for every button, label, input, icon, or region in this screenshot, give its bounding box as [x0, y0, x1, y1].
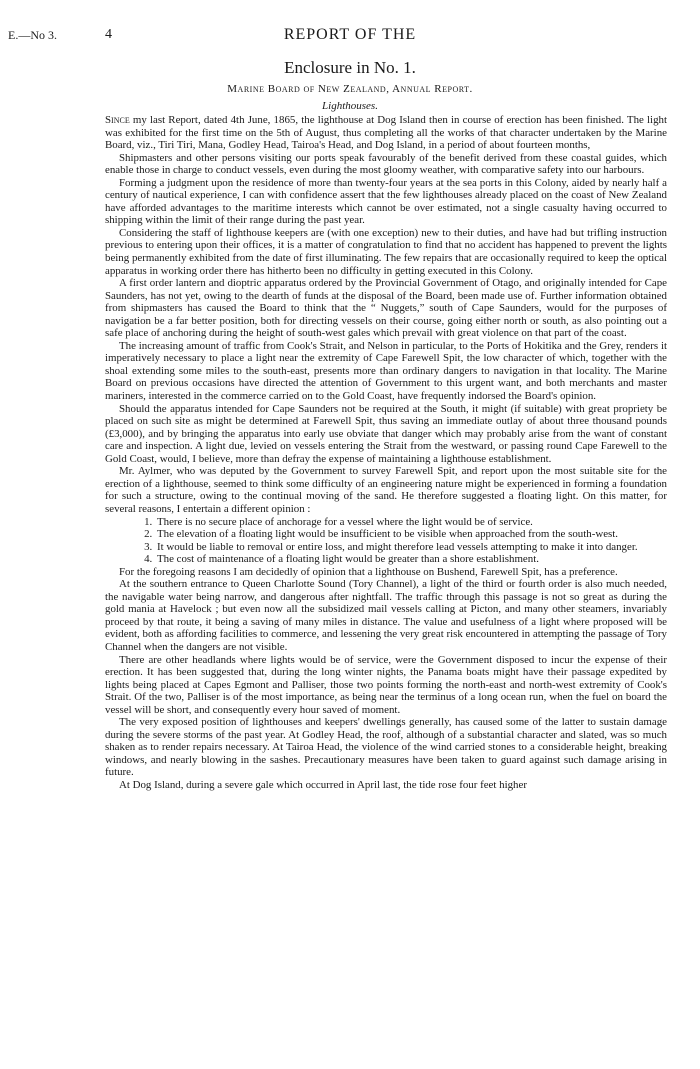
opening-word: Since — [105, 114, 130, 126]
paragraph-3: Forming a judgment upon the residence of more than twenty-four years at the sea ports in this Colony, aided by nearly half a century of nautical experience, I can with confidence assert that the few lighthouses already placed on the coast of New Zealand have afforded advantages to the maritime interests which cannot be over estimated, not a single casualty having occurred to shipping within the limit of their range during the past year. — [105, 176, 667, 227]
running-title: REPORT OF THE — [283, 26, 417, 43]
enclosure-title: Enclosure in No. 1. — [284, 58, 416, 77]
paragraph-8: Mr. Aylmer, who was deputed by the Government to survey Farewell Spit, and report upon the most suitable site for the erection of a lighthouse, seemed to think some difficulty of an engineering nature might be experienced in forming a foundation for such a structure, owing to the continual moving of the sand. He therefore suggested a floating light. On this matter, for several reasons, I entertain a different opinion : — [105, 465, 667, 515]
page-number: 4 — [105, 27, 112, 42]
paragraph-7: Should the apparatus intended for Cape Saunders not be required at the South, it might (if suitable) with great propriety be placed on such site as might be determined at Farewell Spit, thus saving an immediate outlay of about three thousand pounds (£3,000), and by bringing the apparatus into early use obviate that danger which may probably arise from the want of constant care and inspection. A light due, levied on vessels entering the Strait from the westward, or passing round Cape Farewell to the Gold Coast, would, I believe, more than defray the expense of maintaining a lighthouse establishment. — [105, 402, 667, 465]
report-body — [105, 114, 667, 792]
paragraph-10: At the southern entrance to Queen Charlotte Sound (Tory Channel), a light of the third or fourth order is also much needed, the navigable water being narrow, and dangerous after nightfall. The traffic through this passage is not so great as during the gold mania at Havelock ; but even now all the subsidized mail vessels calling at Picton, and many other steamers, invariably proceed by that route, it being a saving of many miles in distance. The value and usefulness of a light where proposed will be evident, both as affording facilities to commerce, and lessening the very great risk encountered in attempting the passage of Tory Channel when the dangers are not visible. — [105, 578, 667, 653]
page-header — [0, 28, 700, 48]
reason-item: 1. There is no secure place of anchorage for a vessel where the light would be of service. — [155, 516, 667, 529]
section-title: Lighthouses. — [322, 100, 378, 112]
paragraph-12: The very exposed position of lighthouses and keepers' dwellings generally, has caused some of the latter to sustain damage during the severe storms of the past year. At Godley Head, the roof, although of a substantial character and slated, was so much shaken as to render repairs necessary. At Tairoa Head, the violence of the wind carried stones to a considerable height, breaking windows, and nearly blowing in the sashes. Precautionary measures have been taken to guard against such damage arising in future. — [105, 716, 667, 779]
paragraph-6: The increasing amount of traffic from Cook's Strait, and Nelson in particular, to the Ports of Hokitika and the Grey, renders it imperatively necessary to place a light near the extremity of Cape Farewell Spit, the low character of which, together with the shoal extending some miles to the south-east, presents more than ordinary dangers to navigation in that locality. The Marine Board on previous occasions have directed the attention of Government to this urgent want, and both merchants and master mariners, interested in the commerce carried on to the Gold Coast, have frequently indorsed the Board's opinion. — [105, 339, 667, 403]
report-subtitle: Marine Board of New Zealand, Annual Report. — [227, 83, 473, 95]
reason-item: 3. It would be liable to removal or entire loss, and might therefore lead vessels attempting to make it into danger. — [155, 541, 667, 554]
reasons-list — [105, 516, 667, 566]
reason-item: 2. The elevation of a floating light would be insufficient to be visible when approached from the south-west. — [155, 528, 667, 541]
paragraph-5: A first order lantern and dioptric apparatus ordered by the Provincial Government of Otago, and originally intended for Cape Saunders, has not yet, owing to the dearth of funds at the disposal of the Board, been made use of. Further information obtained from shipmasters has caused the Board to think that the “ Nuggets,” south of Cape Saunders, would for the purposes of navigation be a far better position, both for directing vessels on their course, going either north or south, as also pointing out a safe place of anchoring during the height of south-west gales which prevail with great violence on that part of the coast. — [105, 277, 667, 340]
paragraph-13: At Dog Island, during a severe gale which occurred in April last, the tide rose four feet higher — [119, 778, 527, 791]
paragraph-9: For the foregoing reasons I am decidedly of opinion that a lighthouse on Bushend, Farewell Spit, has a preference. — [119, 565, 618, 578]
reason-item: 4. The cost of maintenance of a floating light would be greater than a shore establishment. — [155, 553, 667, 566]
paragraph-1: Since my last Report, dated 4th June, 1865, the lighthouse at Dog Island then in course of erection has been finished. The light was exhibited for the first time on the 5th of August, thus completing all the works of that character undertaken by the Marine Board, viz., Tiri Tiri, Mana, Godley Head, Tairoa's Head, and Dog Island, in a period of about fourteen months, — [105, 114, 667, 152]
paragraph-4: Considering the staff of lighthouse keepers are (with one exception) new to their duties, and have had but trifling instruction previous to entering upon their offices, it is a matter of congratulation to find that no accident has happened to prevent the lights being permanently exhibited from the date of first illuminating. The few repairs that are occasionally required to keep the optical apparatus in working order there has hitherto been no difficulty in getting executed in this Colony. — [105, 226, 667, 277]
paragraph-2: Shipmasters and other persons visiting our ports speak favourably of the benefit derived from these coastal guides, which enable those in charge to conduct vessels, even during the most gloomy weather, with comparative safety into our harbours. — [105, 151, 667, 177]
paragraph-11: There are other headlands where lights would be of service, were the Government disposed to incur the expense of their erection. It has been suggested that, during the long winter nights, the Panama boats might have their passage expedited by lights being placed at Capes Egmont and Palliser, those two points forming the north-east and north-west extremity of Cook's Strait. Of the two, Palliser is of the most importance, as being near the terminus of a long ocean run, when the fuel on board the vessel will be short, and consequently every hour saved of moment. — [105, 653, 667, 716]
document-reference: E.—No 3. — [8, 28, 57, 42]
